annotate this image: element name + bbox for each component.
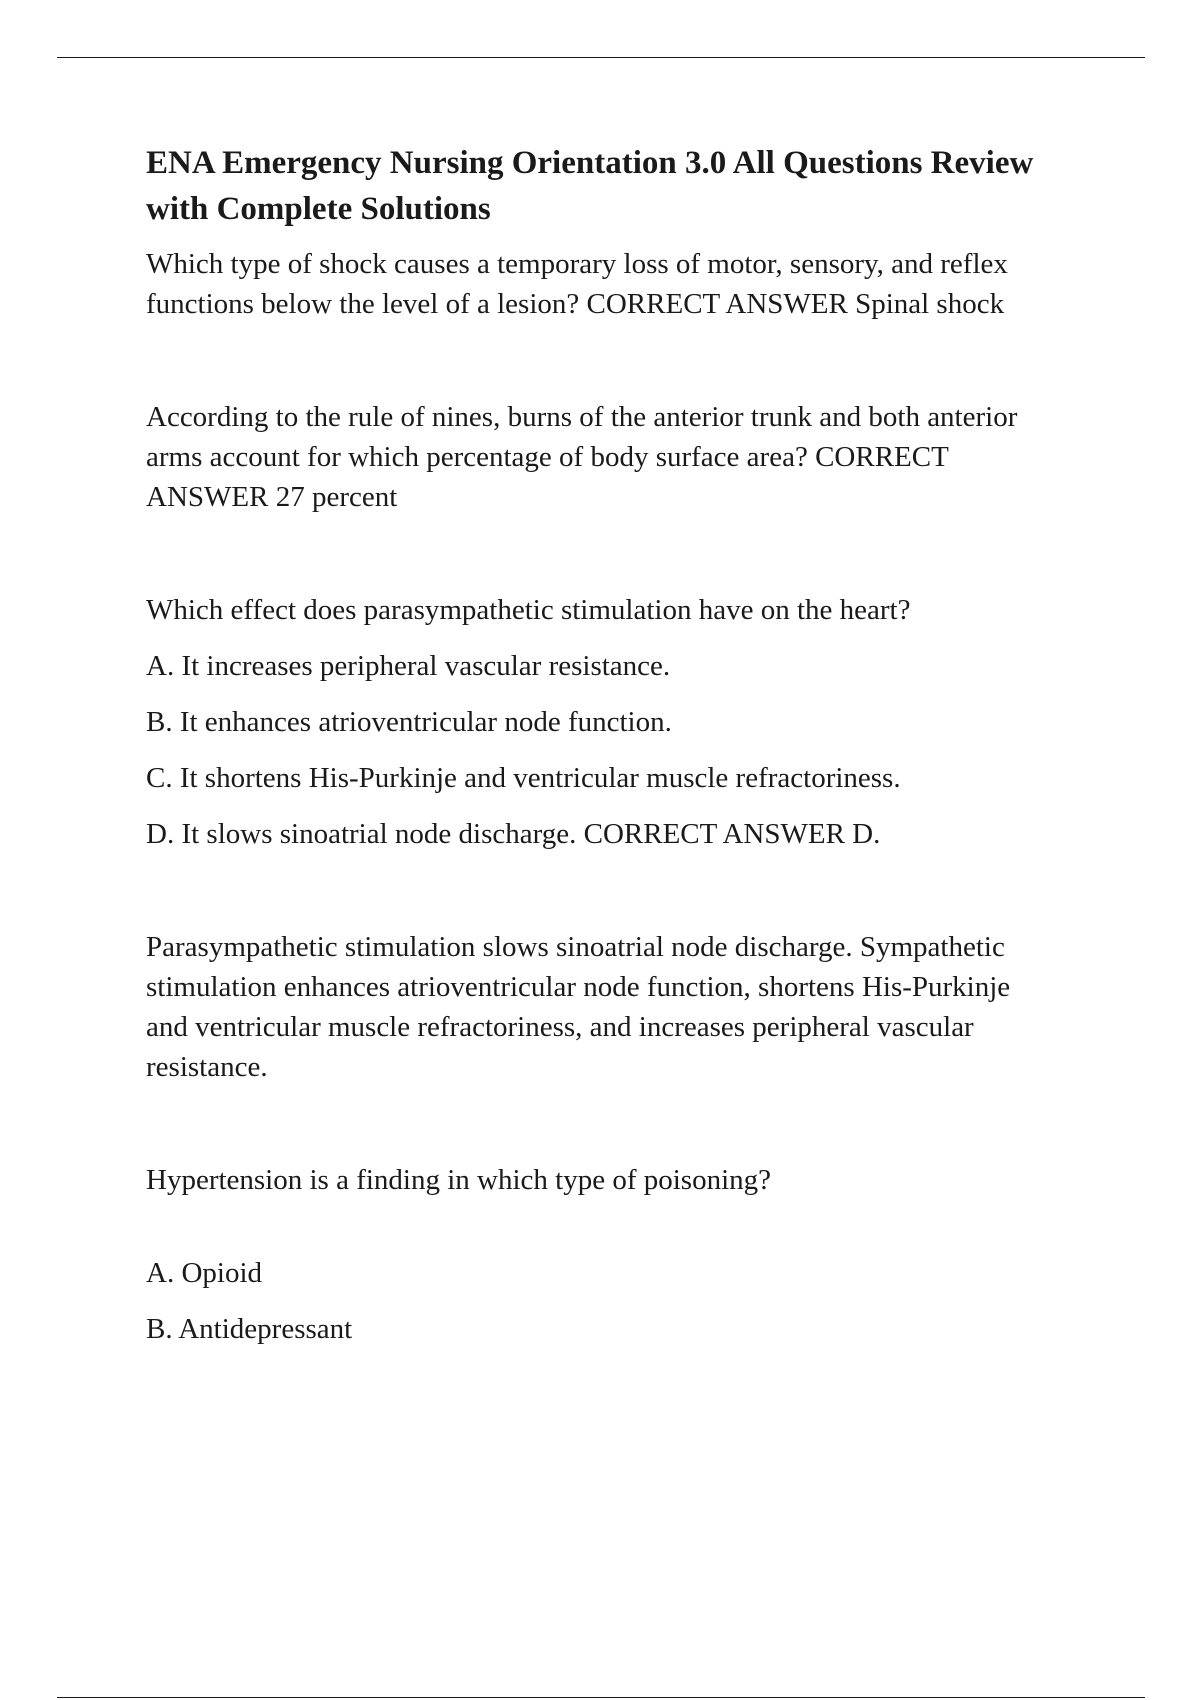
document-body [146, 140, 1046, 1349]
document-title: ENA Emergency Nursing Orientation 3.0 All Questions Review with Complete Solutions [146, 145, 1034, 227]
question-3-option-a: A. It increases peripheral vascular resistance. [146, 650, 671, 682]
bottom-rule [57, 1697, 1145, 1698]
question-3-explanation: Parasympathetic stimulation slows sinoatrial node discharge. Sympathetic stimulation enhances atrioventricular node function, shortens His-Purkinje and ventricular muscle refractoriness, and increases peripheral vascular resistance. [146, 931, 1011, 1083]
question-3-option-b: B. It enhances atrioventricular node function. [146, 706, 672, 738]
question-3: Which effect does parasympathetic stimulation have on the heart? [146, 594, 911, 626]
top-rule [57, 57, 1145, 58]
question-2: According to the rule of nines, burns of the anterior trunk and both anterior arms account for which percentage of body surface area? CORRECT ANSWER 27 percent [146, 401, 1018, 513]
question-3-option-c: C. It shortens His-Purkinje and ventricular muscle refractoriness. [146, 762, 901, 794]
question-4-option-b: B. Antidepressant [146, 1313, 353, 1345]
question-4-option-a: A. Opioid [146, 1257, 262, 1289]
question-1: Which type of shock causes a temporary loss of motor, sensory, and reflex functions below the level of a lesion? CORRECT ANSWER Spinal shock [146, 248, 1008, 320]
question-3-option-d: D. It slows sinoatrial node discharge. CORRECT ANSWER D. [146, 818, 881, 850]
question-4: Hypertension is a finding in which type of poisoning? [146, 1164, 772, 1196]
